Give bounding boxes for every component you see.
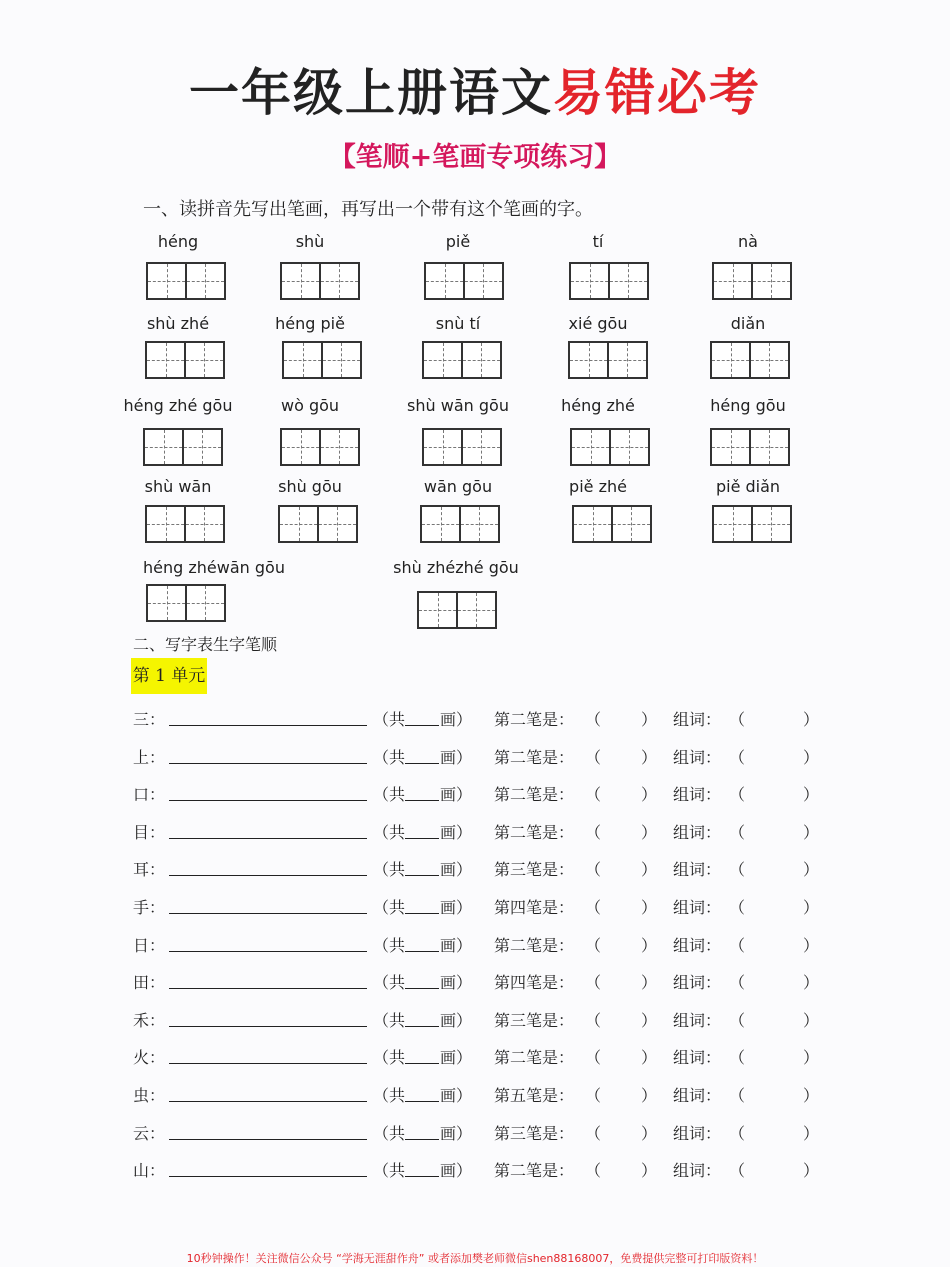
writing-box[interactable] bbox=[422, 341, 502, 379]
word-label: 组词： bbox=[673, 822, 722, 842]
stroke-row bbox=[133, 857, 833, 881]
pinyin-label: piě bbox=[445, 232, 471, 251]
pinyin-label: wān gōu bbox=[423, 477, 493, 496]
paren-open: （ bbox=[729, 1048, 746, 1068]
stroke-answer-line[interactable] bbox=[169, 1063, 367, 1064]
total-blank[interactable] bbox=[405, 1101, 439, 1102]
total-open: （共 bbox=[373, 1161, 406, 1181]
total-blank[interactable] bbox=[405, 1176, 439, 1177]
stroke-answer-line[interactable] bbox=[169, 988, 367, 989]
paren-close: ） bbox=[803, 935, 820, 955]
total-close: 画） bbox=[440, 973, 473, 993]
word-label: 组词： bbox=[673, 785, 722, 805]
total-blank[interactable] bbox=[405, 763, 439, 764]
word-label: 组词： bbox=[673, 710, 722, 729]
total-blank[interactable] bbox=[405, 1026, 439, 1027]
writing-box[interactable] bbox=[710, 428, 790, 466]
paren-close: ） bbox=[641, 1048, 658, 1068]
nth-stroke-label: 第四笔是： bbox=[494, 973, 575, 993]
pinyin-label: shù bbox=[295, 232, 325, 251]
writing-box[interactable] bbox=[280, 262, 360, 300]
writing-box[interactable] bbox=[424, 262, 504, 300]
pinyin-label: shù wān bbox=[144, 477, 212, 496]
stroke-answer-line[interactable] bbox=[169, 1101, 367, 1102]
total-open: （共 bbox=[373, 1086, 406, 1105]
stroke-answer-line[interactable] bbox=[169, 838, 367, 839]
total-blank[interactable] bbox=[405, 951, 439, 952]
paren-open: （ bbox=[729, 1123, 746, 1143]
stroke-row bbox=[133, 782, 833, 806]
total-open: （共 bbox=[373, 785, 406, 805]
pinyin-label: shù wān gōu bbox=[407, 396, 509, 415]
nth-stroke-label: 第二笔是： bbox=[494, 785, 575, 805]
paren-close: ） bbox=[641, 822, 658, 842]
paren-open: （ bbox=[585, 785, 602, 805]
total-open: （共 bbox=[373, 1123, 406, 1143]
total-open: （共 bbox=[373, 710, 406, 729]
paren-open: （ bbox=[585, 935, 602, 955]
total-blank[interactable] bbox=[405, 1063, 439, 1064]
nth-stroke-label: 第三笔是： bbox=[494, 1123, 575, 1143]
pinyin-label: shù gōu bbox=[278, 477, 342, 496]
nth-stroke-label: 第三笔是： bbox=[494, 860, 575, 880]
pinyin-label: héng zhé bbox=[561, 396, 635, 415]
row-char: 上： bbox=[133, 747, 166, 767]
word-label: 组词： bbox=[673, 935, 722, 955]
stroke-row bbox=[133, 745, 833, 769]
word-label: 组词： bbox=[673, 973, 722, 993]
total-close: 画） bbox=[440, 747, 473, 767]
writing-box[interactable] bbox=[420, 505, 500, 543]
total-close: 画） bbox=[440, 1010, 473, 1030]
row-char: 云： bbox=[133, 1123, 166, 1143]
paren-close: ） bbox=[641, 860, 658, 880]
writing-box[interactable] bbox=[146, 262, 226, 300]
paren-open: （ bbox=[729, 935, 746, 955]
pinyin-label: diǎn bbox=[730, 314, 766, 333]
nth-stroke-label: 第二笔是： bbox=[494, 935, 575, 955]
writing-box[interactable] bbox=[712, 262, 792, 300]
total-close: 画） bbox=[440, 1048, 473, 1068]
paren-open: （ bbox=[585, 1123, 602, 1143]
pinyin-label: héng gōu bbox=[710, 396, 786, 415]
total-open: （共 bbox=[373, 747, 406, 767]
nth-stroke-label: 第四笔是： bbox=[494, 898, 575, 917]
paren-open: （ bbox=[729, 1086, 746, 1105]
paren-open: （ bbox=[585, 1161, 602, 1181]
paren-open: （ bbox=[729, 785, 746, 805]
row-char: 三： bbox=[133, 710, 166, 729]
paren-open: （ bbox=[729, 710, 746, 729]
total-close: 画） bbox=[440, 935, 473, 955]
nth-stroke-label: 第二笔是： bbox=[494, 710, 575, 729]
paren-close: ） bbox=[641, 710, 658, 729]
total-open: （共 bbox=[373, 1048, 406, 1068]
paren-close: ） bbox=[641, 1123, 658, 1143]
writing-box[interactable] bbox=[570, 428, 650, 466]
pinyin-label: piě diǎn bbox=[715, 477, 781, 496]
row-char: 山： bbox=[133, 1161, 166, 1181]
paren-close: ） bbox=[803, 1010, 820, 1030]
stroke-row bbox=[133, 820, 833, 844]
paren-close: ） bbox=[641, 935, 658, 955]
total-blank[interactable] bbox=[405, 800, 439, 801]
writing-box[interactable] bbox=[145, 505, 225, 543]
writing-box[interactable] bbox=[143, 428, 223, 466]
total-close: 画） bbox=[440, 860, 473, 880]
total-close: 画） bbox=[440, 1123, 473, 1143]
stroke-row bbox=[133, 707, 833, 731]
paren-open: （ bbox=[585, 1086, 602, 1105]
footer-note: 10秒钟操作！关注微信公众号 “学海无涯甜作舟” 或者添加樊老师微信shen88168007，免费提供完整可打印版资料！ bbox=[186, 1252, 764, 1265]
row-char: 火： bbox=[133, 1048, 166, 1068]
paren-open: （ bbox=[729, 973, 746, 993]
nth-stroke-label: 第二笔是： bbox=[494, 822, 575, 842]
paren-open: （ bbox=[585, 973, 602, 993]
paren-close: ） bbox=[641, 747, 658, 767]
writing-box[interactable] bbox=[282, 341, 362, 379]
paren-close: ） bbox=[641, 1161, 658, 1181]
writing-box[interactable] bbox=[572, 505, 652, 543]
paren-open: （ bbox=[729, 860, 746, 880]
stroke-row bbox=[133, 1008, 833, 1032]
stroke-row bbox=[133, 1158, 833, 1182]
paren-close: ） bbox=[641, 1086, 658, 1105]
section-1-heading: 一、读拼音先写出笔画，再写出一个带有这个笔画的字。 bbox=[143, 199, 593, 220]
total-open: （共 bbox=[373, 973, 406, 993]
paren-open: （ bbox=[585, 860, 602, 880]
paren-close: ） bbox=[803, 860, 820, 880]
section-2-heading: 二、写字表生字笔顺 bbox=[133, 635, 278, 654]
paren-open: （ bbox=[585, 1010, 602, 1030]
pinyin-label: shù zhézhé gōu bbox=[393, 558, 519, 577]
pinyin-label: tí bbox=[592, 232, 604, 251]
page-title bbox=[0, 64, 950, 122]
total-close: 画） bbox=[440, 710, 473, 729]
writing-box[interactable] bbox=[422, 428, 502, 466]
pinyin-label: héng zhéwān gōu bbox=[143, 558, 285, 577]
stroke-row bbox=[133, 1045, 833, 1069]
paren-close: ） bbox=[803, 747, 820, 767]
pinyin-label: héng bbox=[157, 232, 199, 251]
total-open: （共 bbox=[373, 898, 406, 917]
nth-stroke-label: 第二笔是： bbox=[494, 1161, 575, 1181]
nth-stroke-label: 第二笔是： bbox=[494, 1048, 575, 1068]
total-open: （共 bbox=[373, 1010, 406, 1030]
row-char: 口： bbox=[133, 785, 166, 805]
pinyin-label: wò gōu bbox=[280, 396, 340, 415]
total-blank[interactable] bbox=[405, 988, 439, 989]
total-close: 画） bbox=[440, 1086, 473, 1105]
paren-open: （ bbox=[729, 822, 746, 842]
paren-close: ） bbox=[641, 1010, 658, 1030]
writing-box[interactable] bbox=[569, 262, 649, 300]
paren-open: （ bbox=[729, 747, 746, 767]
total-close: 画） bbox=[440, 898, 473, 917]
word-label: 组词： bbox=[673, 1161, 722, 1181]
paren-close: ） bbox=[803, 1048, 820, 1068]
pinyin-label: nà bbox=[738, 232, 758, 251]
pinyin-label: piě zhé bbox=[569, 477, 627, 496]
pinyin-label: shù zhé bbox=[146, 314, 210, 333]
stroke-answer-line[interactable] bbox=[169, 951, 367, 952]
paren-close: ） bbox=[803, 822, 820, 842]
page-subtitle: 【笔顺+笔画专项练习】 bbox=[328, 142, 622, 173]
word-label: 组词： bbox=[673, 1086, 722, 1105]
pinyin-label: xié gōu bbox=[568, 314, 628, 333]
row-char: 日： bbox=[133, 935, 166, 955]
word-label: 组词： bbox=[673, 1123, 722, 1143]
nth-stroke-label: 第三笔是： bbox=[494, 1010, 575, 1030]
stroke-row bbox=[133, 1083, 833, 1107]
paren-open: （ bbox=[729, 898, 746, 917]
word-label: 组词： bbox=[673, 1048, 722, 1068]
writing-box[interactable] bbox=[568, 341, 648, 379]
nth-stroke-label: 第二笔是： bbox=[494, 747, 575, 767]
stroke-row bbox=[133, 933, 833, 957]
paren-close: ） bbox=[803, 1161, 820, 1181]
row-char: 耳： bbox=[133, 860, 166, 880]
paren-open: （ bbox=[729, 1161, 746, 1181]
pinyin-label: snù tí bbox=[435, 314, 481, 333]
total-close: 画） bbox=[440, 1161, 473, 1181]
word-label: 组词： bbox=[673, 898, 722, 917]
paren-close: ） bbox=[803, 898, 820, 917]
word-label: 组词： bbox=[673, 860, 722, 880]
stroke-row bbox=[133, 1121, 833, 1145]
total-blank[interactable] bbox=[405, 725, 439, 726]
paren-open: （ bbox=[585, 898, 602, 917]
nth-stroke-label: 第五笔是： bbox=[494, 1086, 575, 1105]
stroke-row bbox=[133, 970, 833, 994]
row-char: 目： bbox=[133, 822, 166, 842]
total-blank[interactable] bbox=[405, 913, 439, 914]
writing-box[interactable] bbox=[280, 428, 360, 466]
title-red: 易错必考 bbox=[553, 64, 761, 122]
total-close: 画） bbox=[440, 822, 473, 842]
paren-open: （ bbox=[585, 747, 602, 767]
writing-box[interactable] bbox=[146, 584, 226, 622]
paren-close: ） bbox=[641, 973, 658, 993]
paren-close: ） bbox=[803, 1086, 820, 1105]
title-black: 一年级上册语文 bbox=[189, 64, 553, 122]
row-char: 田： bbox=[133, 973, 166, 993]
paren-close: ） bbox=[803, 785, 820, 805]
total-close: 画） bbox=[440, 785, 473, 805]
pinyin-label: héng zhé gōu bbox=[123, 396, 233, 415]
writing-box[interactable] bbox=[710, 341, 790, 379]
paren-open: （ bbox=[585, 822, 602, 842]
total-blank[interactable] bbox=[405, 1139, 439, 1140]
stroke-row bbox=[133, 895, 833, 919]
total-blank[interactable] bbox=[405, 875, 439, 876]
writing-box[interactable] bbox=[417, 591, 497, 629]
row-char: 虫： bbox=[133, 1086, 166, 1105]
word-label: 组词： bbox=[673, 1010, 722, 1030]
stroke-answer-line[interactable] bbox=[169, 1026, 367, 1027]
paren-close: ） bbox=[803, 1123, 820, 1143]
paren-open: （ bbox=[729, 1010, 746, 1030]
paren-close: ） bbox=[803, 710, 820, 729]
unit-badge: 第 1 单元 bbox=[131, 658, 207, 694]
row-char: 禾： bbox=[133, 1010, 166, 1030]
total-open: （共 bbox=[373, 822, 406, 842]
paren-close: ） bbox=[803, 973, 820, 993]
stroke-answer-line[interactable] bbox=[169, 913, 367, 914]
total-open: （共 bbox=[373, 860, 406, 880]
pinyin-label: héng piě bbox=[275, 314, 345, 333]
stroke-answer-line[interactable] bbox=[169, 725, 367, 726]
word-label: 组词： bbox=[673, 747, 722, 767]
writing-box[interactable] bbox=[278, 505, 358, 543]
row-char: 手： bbox=[133, 898, 166, 917]
writing-box[interactable] bbox=[712, 505, 792, 543]
paren-close: ） bbox=[641, 785, 658, 805]
stroke-answer-line[interactable] bbox=[169, 1139, 367, 1140]
paren-open: （ bbox=[585, 1048, 602, 1068]
paren-open: （ bbox=[585, 710, 602, 729]
stroke-answer-line[interactable] bbox=[169, 1176, 367, 1177]
paren-close: ） bbox=[641, 898, 658, 917]
stroke-answer-line[interactable] bbox=[169, 763, 367, 764]
total-open: （共 bbox=[373, 935, 406, 955]
stroke-answer-line[interactable] bbox=[169, 800, 367, 801]
writing-box[interactable] bbox=[145, 341, 225, 379]
stroke-answer-line[interactable] bbox=[169, 875, 367, 876]
total-blank[interactable] bbox=[405, 838, 439, 839]
